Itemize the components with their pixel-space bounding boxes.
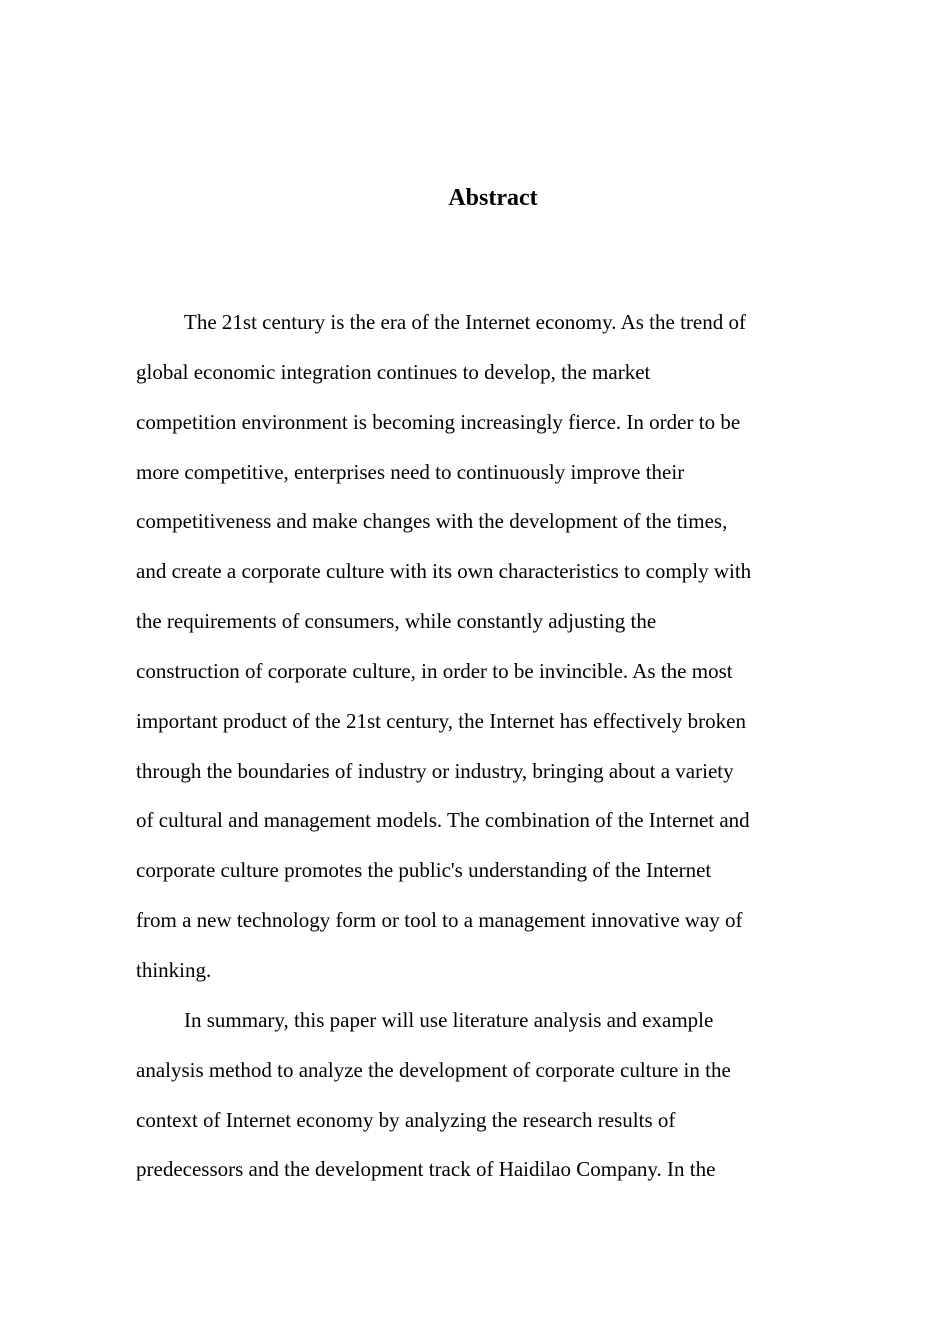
text-line: of cultural and management models. The combination of the Internet and — [136, 808, 750, 833]
text-line: construction of corporate culture, in order to be invincible. As the most — [136, 658, 733, 683]
text-line: corporate culture promotes the public's understanding of the Internet — [136, 858, 712, 883]
text-line: The 21st century is the era of the Internet economy. As the trend of — [184, 310, 746, 334]
text-line: context of Internet economy by analyzing the research results of — [136, 1107, 676, 1132]
text-line: from a new technology form or tool to a management innovative way of — [136, 908, 743, 933]
text-line: and create a corporate culture with its own characteristics to comply with — [136, 559, 752, 584]
text-line: In summary, this paper will use literature analysis and example — [184, 1007, 714, 1032]
text-line: predecessors and the development track of Haidilao Company. In the — [136, 1157, 716, 1182]
text-line: competitiveness and make changes with the development of the times, — [136, 509, 728, 534]
text-line: analysis method to analyze the development of corporate culture in the — [136, 1057, 731, 1082]
text-line: important product of the 21st century, the Internet has effectively broken — [136, 708, 746, 733]
text-line: thinking. — [136, 957, 212, 982]
text-line: through the boundaries of industry or industry, bringing about a variety — [136, 758, 734, 783]
abstract-body — [136, 298, 876, 1195]
text-line: more competitive, enterprises need to continuously improve their — [136, 459, 685, 484]
paragraph-2 — [136, 996, 876, 1195]
text-line: the requirements of consumers, while constantly adjusting the — [136, 609, 657, 634]
page-title: Abstract — [448, 185, 538, 211]
paragraph-1 — [136, 298, 876, 996]
text-line: competition environment is becoming increasingly fierce. In order to be — [136, 409, 741, 434]
text-line: global economic integration continues to develop, the market — [136, 359, 651, 384]
